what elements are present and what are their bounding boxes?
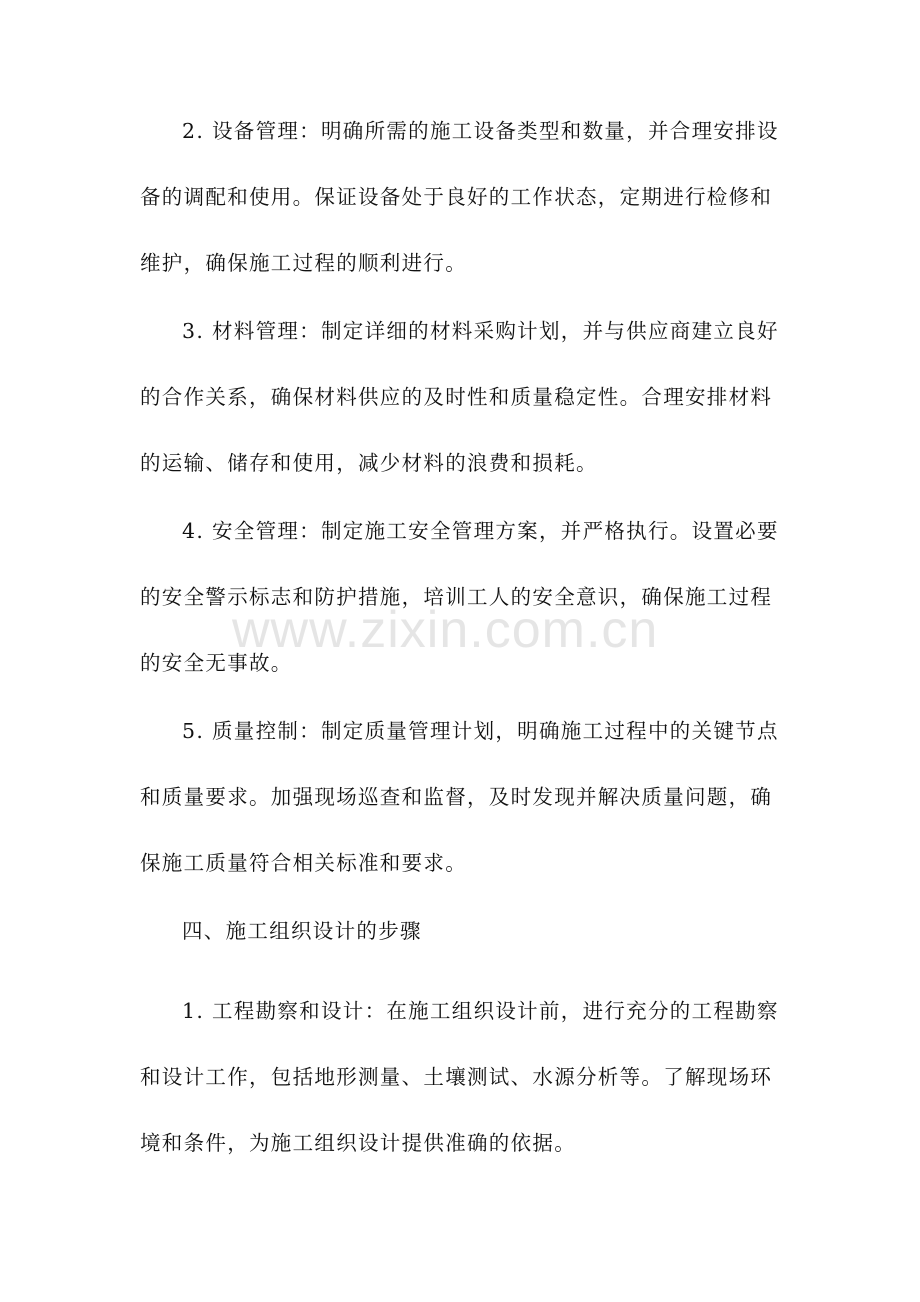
text-line: 的运输、储存和使用，减少材料的浪费和损耗。 xyxy=(140,451,598,475)
paragraph-safety-management xyxy=(140,498,780,696)
paragraph-equipment-management xyxy=(140,98,780,296)
text-line: 1. 工程勘察和设计：在施工组织设计前，进行充分的工程勘察 xyxy=(182,999,779,1023)
text-line: 和质量要求。加强现场巡查和监督，及时发现并解决质量问题，确 xyxy=(140,785,773,809)
text-line: 保施工质量符合相关标准和要求。 xyxy=(140,851,467,875)
text-line: 的安全无事故。 xyxy=(140,651,293,675)
text-line: 和设计工作，包括地形测量、土壤测试、水源分析等。了解现场环 xyxy=(140,1065,773,1089)
watermark: www.zixin.com.cn xyxy=(232,601,659,659)
section-heading-construction-steps xyxy=(140,898,780,964)
text-line: 4. 安全管理：制定施工安全管理方案，并严格执行。设置必要 xyxy=(182,519,779,543)
text-line: 的安全警示标志和防护措施，培训工人的安全意识，确保施工过程 xyxy=(140,585,773,609)
paragraph-material-management xyxy=(140,298,780,496)
paragraph-quality-control xyxy=(140,698,780,896)
paragraph-survey-and-design xyxy=(140,978,780,1176)
text-line: 5. 质量控制：制定质量管理计划，明确施工过程中的关键节点 xyxy=(182,719,779,743)
text-line: 维护，确保施工过程的顺利进行。 xyxy=(140,251,467,275)
text-line: 的合作关系，确保材料供应的及时性和质量稳定性。合理安排材料 xyxy=(140,385,773,409)
section-heading-text: 四、施工组织设计的步骤 xyxy=(182,919,422,943)
text-line: 2. 设备管理：明确所需的施工设备类型和数量，并合理安排设 xyxy=(182,119,779,143)
text-line: 备的调配和使用。保证设备处于良好的工作状态，定期进行检修和 xyxy=(140,185,773,209)
text-line: 境和条件，为施工组织设计提供准确的依据。 xyxy=(140,1131,576,1155)
text-line: 3. 材料管理：制定详细的材料采购计划，并与供应商建立良好 xyxy=(182,319,779,343)
